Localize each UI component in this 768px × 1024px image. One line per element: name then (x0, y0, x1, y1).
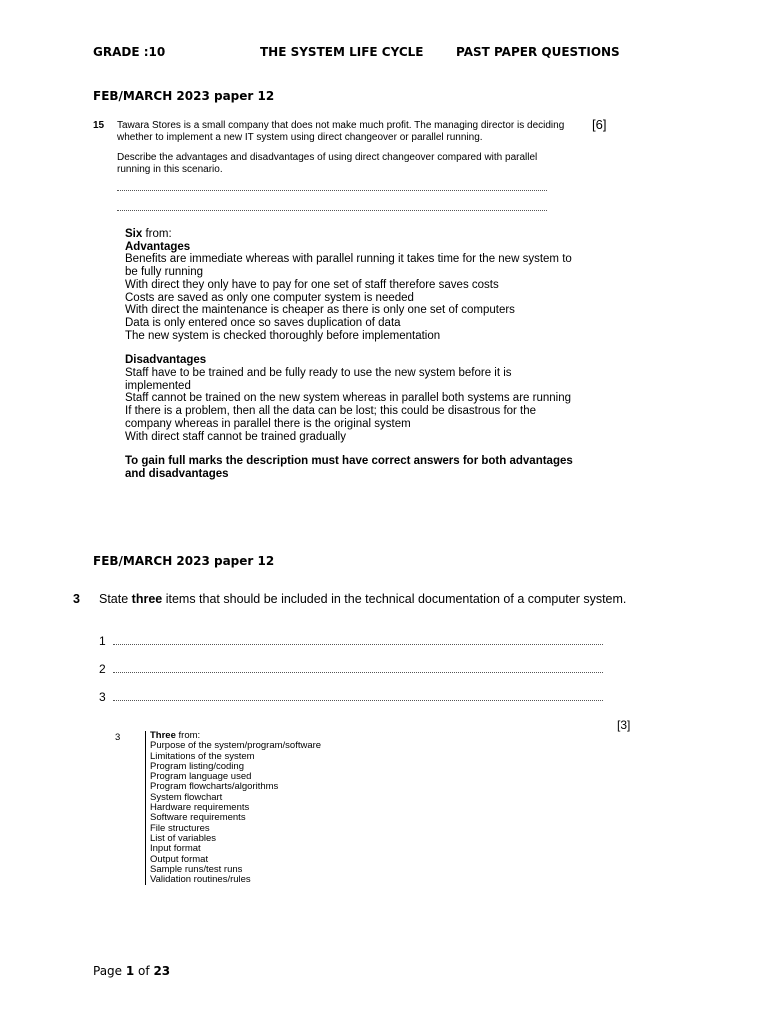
advantage-item: Costs are saved as only one computer system is needed (125, 291, 414, 304)
answer-line-3: 3 (99, 690, 603, 704)
total-pages: 23 (153, 964, 171, 978)
list-item: System flowchart (150, 791, 223, 803)
page-footer: Page 1 of 23 (93, 964, 171, 978)
disadvantage-item: Staff have to be trained and be fully ready to use the new system before it is implemented (125, 367, 512, 392)
list-item: Limitations of the system (150, 750, 255, 762)
advantage-item: The new system is checked thoroughly before implementation (125, 329, 441, 342)
list-item: Output format (150, 853, 209, 865)
list-item: Software requirements (150, 812, 246, 824)
disadvantage-item: Staff cannot be trained on the new system whereas in parallel both systems are running (125, 392, 571, 405)
disadvantage-item: If there is a problem, then all the data can be lost; this could be disastrous for the company whereas in parallel there is the original system (125, 405, 537, 430)
question-number: 15 (93, 120, 105, 131)
header-type: PAST PAPER QUESTIONS (456, 45, 620, 59)
question-text: Tawara Stores is a small company that does not make much profit. The managing director is deciding whether to implement a new IT system using direct changeover or parallel running. (117, 120, 565, 143)
markscheme-list (145, 731, 390, 885)
question-text: State three items that should be included in the technical documentation of a computer system. (99, 592, 627, 606)
answer-line (117, 190, 547, 191)
question-number: 3 (73, 592, 80, 606)
section2-title: FEB/MARCH 2023 paper 12 (93, 554, 275, 568)
list-item: Program language used (150, 771, 252, 783)
advantage-item: With direct the maintenance is cheaper as there is only one set of computers (125, 304, 515, 317)
markscheme-15 (125, 228, 575, 481)
list-item: Sample runs/test runs (150, 863, 243, 875)
list-item: Purpose of the system/program/software (150, 740, 322, 752)
list-item: File structures (150, 822, 210, 834)
advantages-heading: Advantages (125, 240, 191, 253)
markscheme-number: 3 (115, 732, 121, 743)
disadvantage-item: With direct staff cannot be trained gradually (125, 430, 346, 443)
list-item: List of variables (150, 832, 217, 844)
list-item: Input format (150, 843, 201, 855)
header-grade: GRADE :10 (93, 45, 166, 59)
answer-line (117, 210, 547, 211)
answer-line-1: 1 (99, 634, 603, 648)
header-topic: THE SYSTEM LIFE CYCLE (260, 45, 424, 59)
disadvantages-heading: Disadvantages (125, 354, 207, 367)
question-marks: [6] (592, 117, 607, 132)
markscheme-heading: Three from: (150, 730, 201, 741)
advantage-item: Data is only entered once so saves duplication of data (125, 316, 401, 329)
list-item: Validation routines/rules (150, 874, 251, 886)
question-marks: [3] (617, 718, 631, 732)
list-item: Program flowcharts/algorithms (150, 781, 279, 793)
current-page: 1 (125, 964, 135, 978)
advantage-item: Benefits are immediate whereas with parallel running it takes time for the new system to be fully running (125, 253, 572, 279)
answer-line-2: 2 (99, 662, 603, 676)
question-prompt: Describe the advantages and disadvantages of using direct changeover compared with parallel running in this scenario. (117, 152, 538, 175)
list-item: Program listing/coding (150, 760, 244, 772)
list-item: Hardware requirements (150, 802, 250, 814)
markscheme-note: To gain full marks the description must have correct answers for both advantages and disadvantages (125, 455, 573, 480)
markscheme-intro: Six from: (125, 228, 172, 240)
section1-title: FEB/MARCH 2023 paper 12 (93, 89, 275, 103)
advantage-item: With direct they only have to pay for one set of staff therefore saves costs (125, 278, 499, 291)
